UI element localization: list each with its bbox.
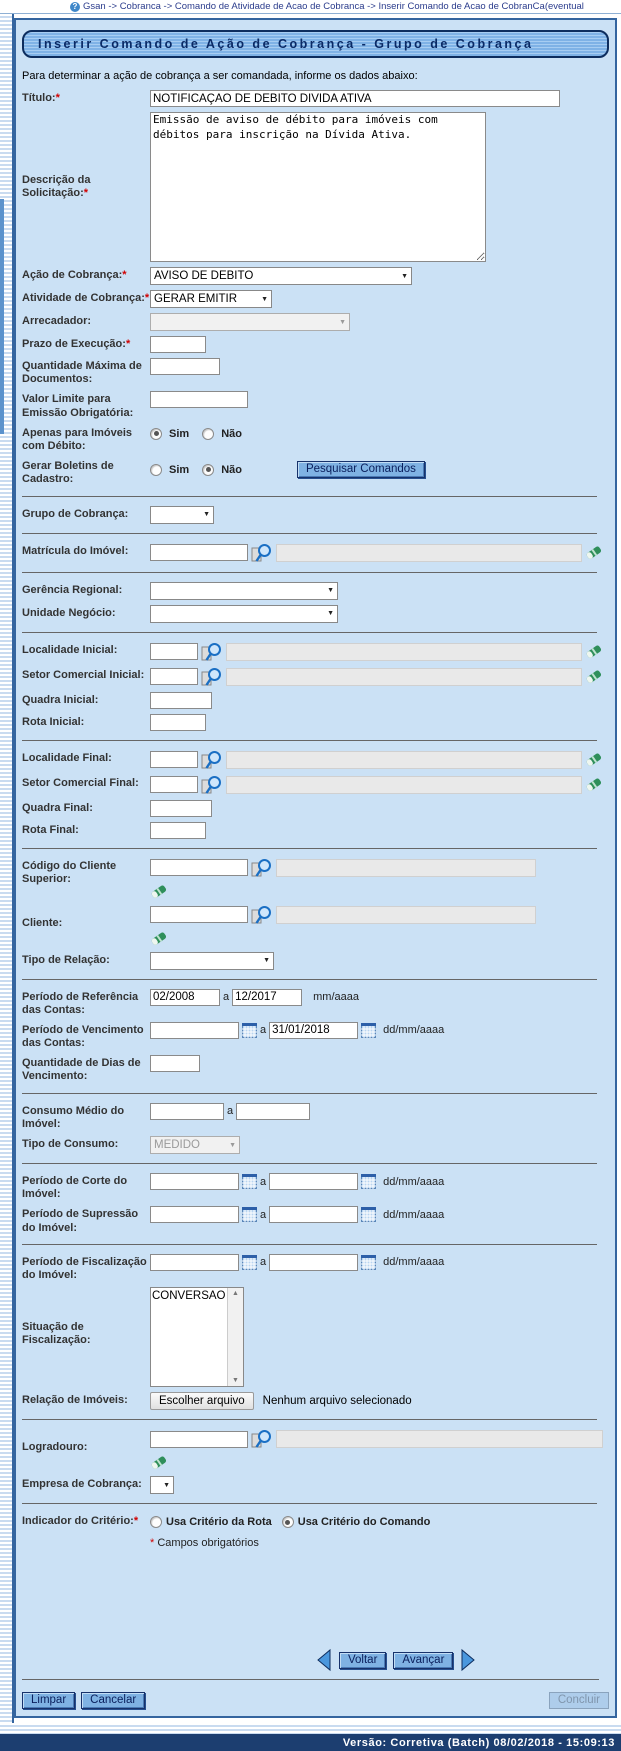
logradouro-row [22, 1429, 611, 1471]
codigo-cliente-superior-label: Código do Cliente Superior: [22, 859, 117, 885]
periodo-fiscalizacao-label: Período de Fiscalização do Imóvel: [22, 1255, 147, 1281]
tipo-relacao-select[interactable] [150, 952, 274, 970]
setor-comercial-final-row [22, 775, 611, 795]
acao-cobranca-row: Ação de Cobrança:* AVISO DE DEBITO ▼ [22, 267, 611, 285]
cliente-row [22, 905, 611, 947]
periodo-corte-to-input[interactable] [269, 1173, 358, 1190]
arrow-right-icon[interactable] [460, 1648, 476, 1672]
periodo-fiscalizacao-from-input[interactable] [150, 1254, 239, 1271]
eraser-icon[interactable] [585, 668, 603, 685]
version-text: Versão: Corretiva (Batch) 08/02/2018 - 15:09:13 [342, 1736, 615, 1749]
situacao-fiscalizacao-row [22, 1287, 611, 1387]
matricula-imovel-desc [276, 544, 582, 562]
voltar-button[interactable]: Voltar [339, 1652, 386, 1669]
cliente-desc [276, 906, 536, 924]
gerar-boletins-row: Gerar Boletins de Cadastro: Sim Não Pesquisar Comandos [22, 458, 611, 486]
quadra-inicial-input[interactable] [150, 692, 212, 709]
section-divider [22, 572, 597, 573]
tipo-consumo-row [22, 1136, 611, 1154]
titulo-row: Título:* NOTIFICAÇÃO DE DÉBITO DIVIDA ATIVA [22, 90, 611, 107]
indicador-criterio-label: Indicador do Critério: [22, 1515, 134, 1528]
action-bar [22, 1692, 609, 1709]
search-icon[interactable] [201, 667, 223, 687]
scroll-down-icon[interactable]: ▼ [232, 1377, 239, 1385]
page-title-text: Inserir Comando de Ação de Cobrança - Grupo de Cobrança [38, 37, 534, 51]
calendar-icon[interactable] [242, 1174, 257, 1189]
atividade-cobranca-label: Atividade de Cobrança: [22, 292, 145, 304]
rota-final-input[interactable] [150, 822, 206, 839]
search-icon[interactable] [201, 642, 223, 662]
descricao-label: Descrição da Solicitação: [22, 174, 91, 200]
periodo-referencia-to-input[interactable] [232, 989, 302, 1006]
calendar-icon[interactable] [361, 1207, 376, 1222]
gerencia-regional-select[interactable] [150, 582, 338, 600]
prazo-execucao-row: Prazo de Execução:* [22, 336, 611, 353]
section-divider [22, 1163, 597, 1164]
list-item[interactable]: CONVERSAO [152, 1290, 226, 1303]
scrollbar-thumb[interactable] [0, 199, 4, 434]
gerar-boletins-nao-radio[interactable] [202, 464, 214, 476]
section-divider [22, 848, 597, 849]
localidade-inicial-input[interactable] [150, 643, 198, 660]
logradouro-desc [276, 1430, 603, 1448]
acao-cobranca-select[interactable]: AVISO DE DEBITO ▼ [150, 267, 412, 285]
rota-inicial-input[interactable] [150, 714, 206, 731]
criterio-rota-radio[interactable] [150, 1516, 162, 1528]
search-icon[interactable] [251, 1429, 273, 1449]
periodo-corte-label: Período de Corte do Imóvel: [22, 1175, 128, 1201]
eraser-icon[interactable] [585, 643, 603, 660]
periodo-corte-row: Período de Corte do Imóvel: a dd/mm/aaaa [22, 1175, 445, 1201]
situacao-fiscalizacao-listbox[interactable] [150, 1287, 244, 1387]
footer-stripes [0, 1723, 621, 1734]
apenas-imoveis-debito-label: Apenas para Imóveis com Débito: [22, 426, 133, 452]
gerar-boletins-sim-radio[interactable] [150, 464, 162, 476]
chevron-down-icon: ▼ [339, 318, 346, 326]
chevron-down-icon: ▼ [163, 1481, 170, 1489]
quadra-final-input[interactable] [150, 800, 212, 817]
valor-limite-input[interactable] [150, 391, 248, 408]
acao-cobranca-label: Ação de Cobrança: [22, 269, 123, 281]
periodo-supressao-label: Período de Supressão do Imóvel: [22, 1208, 139, 1234]
quantidade-maxima-label: Quantidade Máxima de Documentos: [22, 360, 142, 386]
quadra-inicial-label: Quadra Inicial: [22, 693, 99, 706]
listbox-scrollbar[interactable] [227, 1288, 243, 1386]
relacao-imoveis-label: Relação de Imóveis: [22, 1394, 128, 1407]
avancar-button[interactable]: Avançar [393, 1652, 453, 1669]
descricao-textarea[interactable] [150, 112, 486, 262]
calendar-icon[interactable] [242, 1023, 257, 1038]
chevron-down-icon: ▼ [327, 587, 334, 594]
empresa-cobranca-select[interactable] [150, 1476, 174, 1494]
quadra-inicial-row [22, 692, 611, 709]
chevron-down-icon: ▼ [263, 957, 270, 964]
calendar-icon[interactable] [361, 1174, 376, 1189]
titulo-label: Título: [22, 92, 56, 104]
spacer [151, 1692, 543, 1709]
periodo-vencimento-from-input[interactable] [150, 1022, 239, 1039]
section-divider [22, 1093, 597, 1094]
rota-inicial-label: Rota Inicial: [22, 715, 85, 728]
chevron-down-icon: ▼ [401, 272, 408, 280]
logradouro-input[interactable] [150, 1431, 248, 1448]
codigo-cliente-superior-input[interactable] [150, 859, 248, 876]
section-divider [22, 1244, 597, 1245]
grupo-cobranca-label: Grupo de Cobrança: [22, 507, 129, 520]
calendar-icon[interactable] [242, 1207, 257, 1222]
version-bar [0, 1734, 621, 1751]
rota-final-label: Rota Final: [22, 823, 79, 836]
quadra-final-row [22, 800, 611, 817]
quantidade-dias-row [22, 1055, 611, 1083]
consumo-medio-from-input[interactable] [150, 1103, 224, 1120]
apenas-debito-nao-radio[interactable] [202, 428, 214, 440]
codigo-cliente-superior-row [22, 858, 611, 900]
codigo-cliente-superior-desc [276, 859, 536, 877]
date-format-hint: dd/mm/aaaa [383, 1256, 445, 1269]
quantidade-maxima-row [22, 358, 611, 386]
prazo-execucao-label: Prazo de Execução: [22, 338, 126, 350]
grupo-cobranca-select[interactable] [150, 506, 214, 524]
descricao-row: Descrição da Solicitação:* Emissão de aviso de débito para imóveis com débitos para inscrição na Dívida Ativa. [22, 112, 611, 262]
quantidade-dias-label: Quantidade de Dias de Vencimento: [22, 1057, 141, 1083]
chevron-down-icon: ▼ [327, 610, 334, 617]
localidade-final-row [22, 750, 611, 770]
section-divider [22, 1503, 597, 1504]
empresa-cobranca-row [22, 1476, 611, 1494]
setor-comercial-inicial-label: Setor Comercial Inicial: [22, 668, 145, 681]
pesquisar-comandos-button[interactable]: Pesquisar Comandos [297, 461, 425, 478]
titulo-input[interactable] [150, 90, 560, 107]
calendar-icon[interactable] [361, 1255, 376, 1270]
cliente-label: Cliente: [22, 916, 63, 929]
eraser-icon[interactable] [150, 883, 168, 900]
periodo-referencia-label: Período de Referência das Contas: [22, 990, 139, 1016]
matricula-imovel-row [22, 543, 611, 563]
calendar-icon[interactable] [242, 1255, 257, 1270]
form-panel [14, 18, 617, 1718]
valor-limite-row [22, 391, 611, 419]
periodo-referencia-row: Período de Referência das Contas: 02/2008 a 12/2017 mm/aaaa [22, 989, 611, 1017]
arrecadador-row [22, 313, 611, 331]
arrecadador-label: Arrecadador: [22, 315, 92, 327]
periodo-supressao-row: Período de Supressão do Imóvel: a dd/mm/aaaa [22, 1208, 445, 1234]
search-icon[interactable] [201, 775, 223, 795]
arrow-left-icon[interactable] [316, 1648, 332, 1672]
setor-comercial-inicial-input[interactable] [150, 668, 198, 685]
consumo-medio-label: Consumo Médio do Imóvel: [22, 1104, 125, 1130]
section-divider [22, 533, 597, 534]
date-format-hint: dd/mm/aaaa [383, 1175, 445, 1188]
unidade-negocio-row [22, 605, 611, 623]
localidade-inicial-label: Localidade Inicial: [22, 643, 118, 656]
matricula-imovel-input[interactable] [150, 544, 248, 561]
cancelar-button[interactable]: Cancelar [81, 1692, 145, 1709]
localidade-final-desc [226, 751, 582, 769]
consumo-medio-row: Consumo Médio do Imóvel: a [22, 1103, 611, 1131]
setor-comercial-inicial-desc [226, 668, 582, 686]
intro-text: Para determinar a ação de cobrança a ser comandada, informe os dados abaixo: [22, 70, 418, 82]
periodo-fiscalizacao-to-input[interactable] [269, 1254, 358, 1271]
rota-final-row [22, 822, 611, 839]
periodo-supressao-to-input[interactable] [269, 1206, 358, 1223]
tipo-relacao-row [22, 952, 611, 970]
concluir-button: Concluir [549, 1692, 609, 1709]
quantidade-dias-input[interactable] [150, 1055, 200, 1072]
month-format-hint: mm/aaaa [313, 991, 359, 1003]
eraser-icon[interactable] [150, 930, 168, 947]
setor-comercial-final-desc [226, 776, 582, 794]
apenas-debito-sim-radio[interactable] [150, 428, 162, 440]
setor-comercial-inicial-row [22, 667, 611, 687]
chevron-down-icon: ▼ [229, 1141, 236, 1149]
search-icon[interactable] [251, 543, 273, 563]
date-format-hint: dd/mm/aaaa [383, 1024, 445, 1037]
tipo-relacao-label: Tipo de Relação: [22, 953, 110, 966]
tipo-consumo-select: MEDIDO ▼ [150, 1136, 240, 1154]
search-icon[interactable] [201, 750, 223, 770]
setor-comercial-final-label: Setor Comercial Final: [22, 776, 139, 789]
required-note: * Campos obrigatórios [150, 1537, 259, 1550]
periodo-supressao-from-input[interactable] [150, 1206, 239, 1223]
chevron-down-icon: ▼ [261, 295, 268, 303]
rota-inicial-row [22, 714, 611, 731]
section-divider [22, 1419, 597, 1420]
relacao-imoveis-row [22, 1392, 611, 1410]
gerar-boletins-label: Gerar Boletins de Cadastro: [22, 460, 114, 486]
atividade-cobranca-row: Atividade de Cobrança:* GERAR EMITIR ▼ [22, 290, 611, 308]
periodo-fiscalizacao-row: Período de Fiscalização do Imóvel: a dd/mm/aaaa [22, 1255, 445, 1281]
page-title [22, 30, 609, 58]
matricula-imovel-label: Matrícula do Imóvel: [22, 544, 129, 557]
localidade-inicial-desc [226, 643, 582, 661]
help-icon[interactable]: ? [70, 2, 80, 12]
valor-limite-label: Valor Limite para Emissão Obrigatória: [22, 393, 134, 419]
logradouro-label: Logradouro: [22, 1441, 88, 1454]
localidade-final-input[interactable] [150, 751, 198, 768]
date-format-hint: dd/mm/aaaa [383, 1208, 445, 1221]
eraser-icon[interactable] [150, 1454, 168, 1471]
unidade-negocio-label: Unidade Negócio: [22, 606, 116, 619]
chevron-down-icon: ▼ [203, 511, 210, 518]
localidade-inicial-row [22, 642, 611, 662]
situacao-fiscalizacao-label: Situação de Fiscalização: [22, 1321, 91, 1347]
periodo-referencia-from-input[interactable] [150, 989, 220, 1006]
section-divider [22, 496, 597, 497]
scroll-up-icon[interactable]: ▲ [232, 1290, 239, 1298]
search-icon[interactable] [251, 858, 273, 878]
apenas-imoveis-debito-row: Apenas para Imóveis com Débito: Sim Não [22, 426, 242, 452]
quantidade-maxima-input[interactable] [150, 358, 220, 375]
search-icon[interactable] [251, 905, 273, 925]
gerencia-regional-row [22, 582, 611, 600]
localidade-final-label: Localidade Final: [22, 751, 112, 764]
consumo-medio-to-input[interactable] [236, 1103, 310, 1120]
indicador-criterio-row: Indicador do Critério:* Usa Critério da Rota Usa Critério do Comando * Campos obrigatórios [22, 1515, 431, 1550]
prazo-execucao-input[interactable] [150, 336, 206, 353]
grupo-cobranca-row [22, 506, 611, 524]
gerencia-regional-label: Gerência Regional: [22, 583, 123, 596]
eraser-icon[interactable] [585, 544, 603, 561]
section-divider [22, 632, 597, 633]
eraser-icon[interactable] [585, 776, 603, 793]
limpar-button[interactable]: Limpar [22, 1692, 75, 1709]
section-divider [22, 1679, 599, 1680]
wizard-nav [316, 1648, 476, 1672]
cliente-input[interactable] [150, 906, 248, 923]
periodo-vencimento-row: Período de Vencimento das Contas: a 31/01/2018 dd/mm/aaaa [22, 1022, 611, 1050]
empresa-cobranca-label: Empresa de Cobrança: [22, 1478, 142, 1491]
atividade-cobranca-select[interactable]: GERAR EMITIR ▼ [150, 290, 272, 308]
eraser-icon[interactable] [585, 751, 603, 768]
breadcrumb [0, 0, 621, 14]
criterio-comando-radio[interactable] [282, 1516, 294, 1528]
file-status-text: Nenhum arquivo selecionado [262, 1395, 412, 1408]
unidade-negocio-select[interactable] [150, 605, 338, 623]
tipo-consumo-label: Tipo de Consumo: [22, 1138, 119, 1150]
calendar-icon[interactable] [361, 1023, 376, 1038]
section-divider [22, 979, 597, 980]
quadra-final-label: Quadra Final: [22, 801, 93, 814]
setor-comercial-final-input[interactable] [150, 776, 198, 793]
breadcrumb-text: Gsan -> Cobranca -> Comando de Atividade de Acao de Cobranca -> Inserir Comando de Acao de CobranCa(eventual [83, 1, 584, 12]
left-scrollbar[interactable] [0, 14, 14, 1724]
arrecadador-select [150, 313, 350, 331]
periodo-vencimento-label: Período de Vencimento das Contas: [22, 1023, 144, 1050]
section-divider [22, 740, 597, 741]
periodo-vencimento-to-input[interactable] [269, 1022, 358, 1039]
periodo-corte-from-input[interactable] [150, 1173, 239, 1190]
escolher-arquivo-button[interactable]: Escolher arquivo [150, 1392, 254, 1410]
